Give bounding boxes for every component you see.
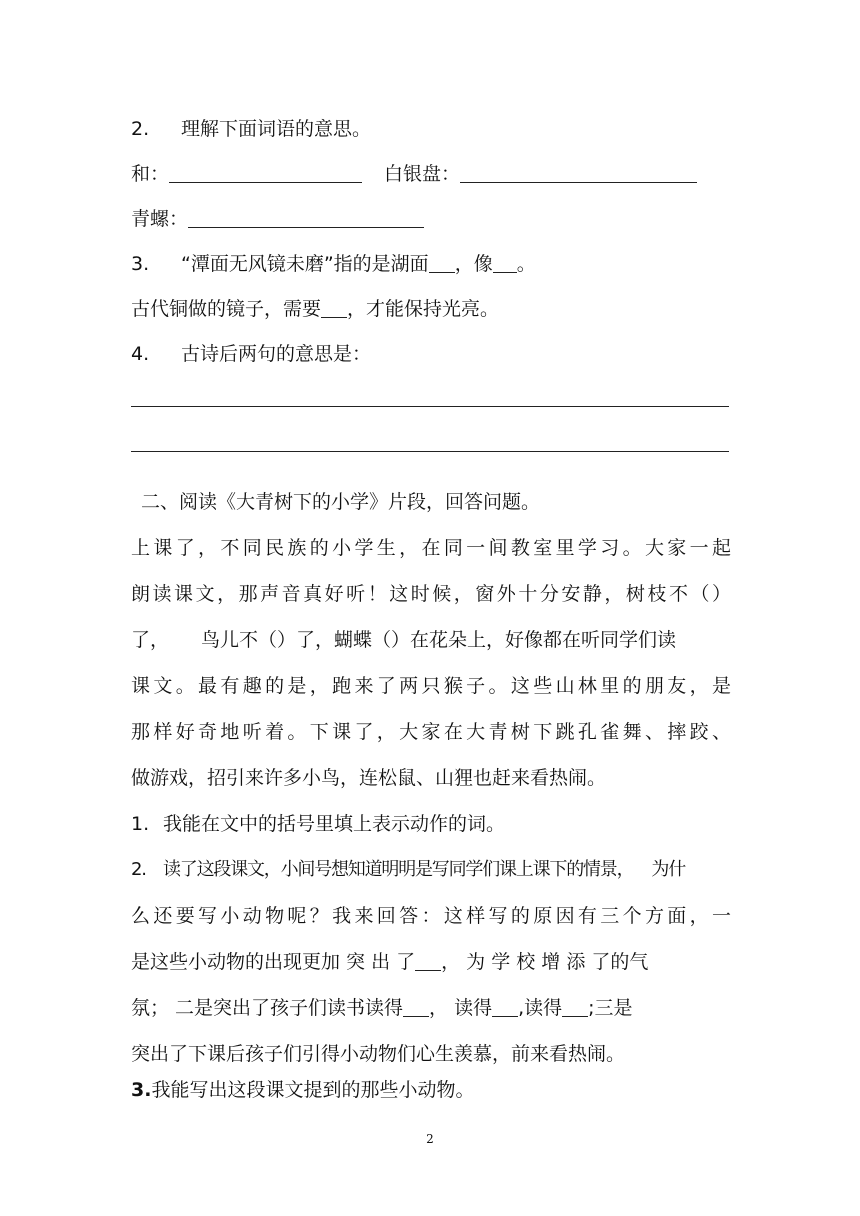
question-text: 氛； 二是突出了孩子们读书读得	[131, 997, 404, 1019]
answer-blank[interactable]	[493, 254, 517, 273]
question-3-line-2	[131, 297, 731, 321]
s2-question-3	[131, 1078, 731, 1102]
s2-question-1	[131, 812, 731, 836]
passage-line: 做游戏，招引来许多小鸟，连松鼠、山狸也赶来看热闹。	[131, 767, 607, 789]
page-number: 2	[426, 1132, 434, 1146]
answer-line[interactable]	[131, 406, 729, 407]
answer-blank[interactable]	[562, 998, 588, 1017]
question-number: 2.	[131, 118, 150, 140]
s2-question-2-line-2: 么还要写小动物呢？我来回答：这样写的原因有三个方面，一	[131, 905, 731, 927]
question-text: “潭面无风镜未磨”指的是湖面	[181, 253, 429, 275]
question-text: 我能在文中的括号里填上表示动作的词。	[163, 813, 506, 835]
fill-row-1	[131, 162, 731, 186]
question-4-line	[131, 342, 731, 366]
answer-blank[interactable]	[415, 952, 441, 971]
question-number: 4.	[131, 343, 150, 365]
question-text: ， 读得	[429, 997, 493, 1019]
question-3-line	[131, 252, 731, 276]
passage-line: 朗读课文，那声音真好听！这时候，窗外十分安静，树枝不（）	[131, 583, 731, 605]
question-text: 理解下面词语的意思。	[181, 118, 372, 140]
label-baiyinpan: 白银盘：	[384, 163, 461, 185]
answer-blank[interactable]	[188, 209, 424, 228]
answer-blank[interactable]	[321, 299, 347, 318]
question-text: ,读得	[518, 997, 563, 1019]
answer-blank[interactable]	[169, 164, 362, 183]
passage-text: 了，	[131, 629, 170, 651]
question-text: ， 为 学 校 增 添 了的气	[441, 951, 649, 973]
answer-blank[interactable]	[492, 998, 518, 1017]
passage-line: 那样好奇地听着。下课了，大家在大青树下跳孔雀舞、摔跤、	[131, 721, 731, 743]
question-number: 2.	[131, 859, 146, 880]
label-he: 和：	[131, 163, 170, 185]
passage-line: 上课了，不同民族的小学生，在同一间教室里学习。大家一起	[131, 537, 731, 559]
question-text: 读了这段课文，小间号想知道明明是写同学们课上课下的情景，	[163, 859, 634, 880]
question-text: 古代铜做的镜子，需要	[131, 298, 322, 320]
passage-text: 鸟儿不（）了，蝴蝶（）在花朵上，好像都在听同学们读	[201, 629, 677, 651]
s2-question-2-line-4	[131, 996, 731, 1020]
question-text: ;三是	[588, 997, 633, 1019]
fill-row-2	[131, 207, 731, 231]
answer-line[interactable]	[131, 451, 729, 452]
question-number: 3.	[131, 1079, 152, 1101]
question-text: 。	[516, 253, 536, 275]
question-text: ，才能保持光亮。	[347, 298, 500, 320]
s2-question-2-line-1	[131, 858, 731, 882]
label-qingluo: 青螺：	[131, 208, 189, 230]
passage-line	[131, 628, 731, 652]
s2-question-2-line-3	[131, 950, 731, 974]
question-number: 3.	[131, 253, 150, 275]
answer-blank[interactable]	[460, 164, 697, 183]
question-number: 1.	[131, 813, 150, 835]
question-text: ，像	[454, 253, 493, 275]
section-2-heading: 二、阅读《大青树下的小学》片段，回答问题。	[141, 491, 541, 513]
passage-line: 课文。最有趣的是，跑来了两只猴子。这些山林里的朋友，是	[131, 675, 731, 697]
answer-blank[interactable]	[429, 254, 455, 273]
question-text: 为什	[651, 859, 686, 880]
question-text: 我能写出这段课文提到的那些小动物。	[151, 1079, 475, 1101]
question-text: 古诗后两句的意思是：	[181, 343, 372, 365]
s2-question-2-line-5: 突出了下课后孩子们引得小动物们心生羡慕，前来看热闹。	[131, 1043, 626, 1065]
question-2-line	[131, 117, 731, 141]
answer-blank[interactable]	[403, 998, 429, 1017]
question-text: 是这些小动物的出现更加 突 出 了	[131, 951, 416, 973]
